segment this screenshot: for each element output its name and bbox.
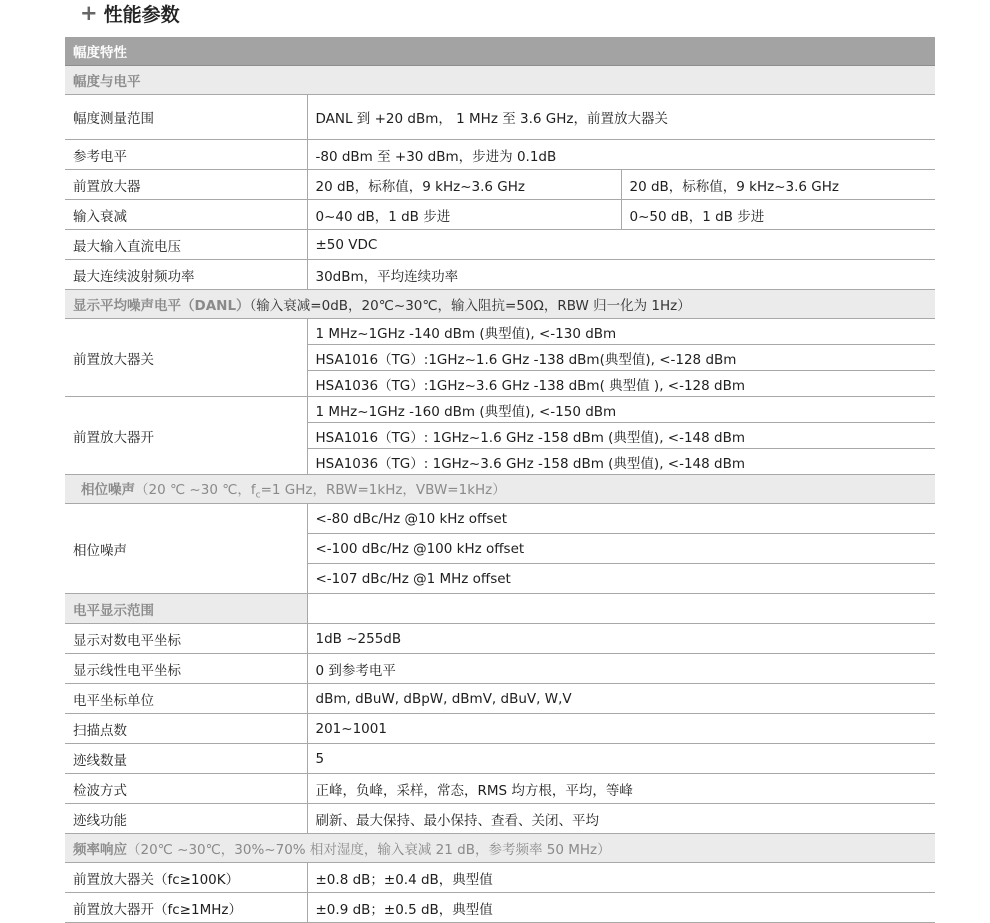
table-row <box>65 893 935 923</box>
section-heading <box>80 0 180 26</box>
row-label-points: 扫描点数 <box>65 714 307 744</box>
table-row <box>65 804 935 834</box>
spec-table <box>65 37 935 923</box>
plus-icon: + <box>80 1 98 25</box>
section-title-freq-bold: 频率响应 <box>73 842 127 858</box>
row-label-detector: 检波方式 <box>65 774 307 804</box>
row-value-ref-level: -80 dBm 至 +30 dBm，步进为 0.1dB <box>307 140 935 170</box>
row-label-log-scale: 显示对数电平坐标 <box>65 624 307 654</box>
row-value-danl-off-1: 1 MHz~1GHz -140 dBm (典型值), <-130 dBm <box>307 319 935 345</box>
row-value-phase-2: <-100 dBc/Hz @100 kHz offset <box>307 534 935 564</box>
section-title-phase-bold: 相位噪声 <box>81 481 135 498</box>
row-value-atten-b: 0~50 dB，1 dB 步进 <box>621 200 935 230</box>
row-label-danl-on: 前置放大器开 <box>65 397 307 475</box>
table-header-row <box>65 37 935 66</box>
table-row <box>65 684 935 714</box>
section-note-phase-b: =1 GHz，RBW=1kHz，VBW=1kHz） <box>260 481 506 498</box>
section-row-freq <box>65 834 935 863</box>
row-value-fr-off: ±0.8 dB；±0.4 dB，典型值 <box>307 863 935 893</box>
row-label-danl-off: 前置放大器关 <box>65 319 307 397</box>
table-row <box>65 140 935 170</box>
section-note-danl: （输入衰减=0dB，20℃~30℃，输入阻抗=50Ω，RBW 归一化为 1Hz） <box>249 298 691 314</box>
row-value-danl-off-3: HSA1036（TG）:1GHz~3.6 GHz -138 dBm( 典型值 ), <-128 dBm <box>307 371 935 397</box>
table-row <box>65 397 935 423</box>
section-row-amp-level <box>65 66 935 95</box>
row-label-preamp: 前置放大器 <box>65 170 307 200</box>
table-header: 幅度特性 <box>65 37 935 66</box>
row-value-units: dBm, dBuW, dBpW, dBmV, dBuV, W,V <box>307 684 935 714</box>
table-row <box>65 319 935 345</box>
row-label-max-cw: 最大连续波射频功率 <box>65 260 307 290</box>
section-note-phase-a: （20 ℃ ~30 ℃，f <box>135 481 256 498</box>
row-value-preamp-b: 20 dB，标称值，9 kHz~3.6 GHz <box>621 170 935 200</box>
section-title-phase <box>65 475 935 504</box>
row-value-phase-3: <-107 dBc/Hz @1 MHz offset <box>307 564 935 594</box>
row-value-danl-on-1: 1 MHz~1GHz -160 dBm (典型值), <-150 dBm <box>307 397 935 423</box>
page-title: 性能参数 <box>103 3 180 26</box>
row-value-detector: 正峰，负峰，采样，常态，RMS 均方根，平均，等峰 <box>307 774 935 804</box>
table-row <box>65 200 935 230</box>
row-label-phase: 相位噪声 <box>65 504 307 594</box>
table-row <box>65 863 935 893</box>
section-row-phase <box>65 475 935 504</box>
section-row-display-range <box>65 594 935 624</box>
table-row <box>65 230 935 260</box>
row-value-log-scale: 1dB ~255dB <box>307 624 935 654</box>
row-value-points: 201~1001 <box>307 714 935 744</box>
section-title-danl-bold: 显示平均噪声电平（DANL） <box>73 298 250 314</box>
row-value-trace-func: 刷新、最大保持、最小保持、查看、关闭、平均 <box>307 804 935 834</box>
section-empty-cell <box>307 594 935 624</box>
row-label-units: 电平坐标单位 <box>65 684 307 714</box>
row-label-atten: 输入衰减 <box>65 200 307 230</box>
row-label-lin-scale: 显示线性电平坐标 <box>65 654 307 684</box>
section-title-amp-level: 幅度与电平 <box>65 66 935 95</box>
row-value-fr-on: ±0.9 dB；±0.5 dB，典型值 <box>307 893 935 923</box>
row-label-ref-level: 参考电平 <box>65 140 307 170</box>
row-value-amp-range: DANL 到 +20 dBm， 1 MHz 至 3.6 GHz，前置放大器关 <box>307 95 935 140</box>
row-value-danl-off-2: HSA1016（TG）:1GHz~1.6 GHz -138 dBm(典型值), <-128 dBm <box>307 345 935 371</box>
table-row <box>65 624 935 654</box>
table-row <box>65 504 935 534</box>
row-value-max-dc: ±50 VDC <box>307 230 935 260</box>
section-title-freq <box>65 834 935 863</box>
row-value-lin-scale: 0 到参考电平 <box>307 654 935 684</box>
row-value-danl-on-3: HSA1036（TG）: 1GHz~3.6 GHz -158 dBm (典型值), <-148 dBm <box>307 449 935 475</box>
section-note-phase-sub: c <box>255 490 261 501</box>
section-title-display-range: 电平显示范围 <box>65 594 307 624</box>
section-row-danl <box>65 290 935 319</box>
table-row <box>65 95 935 140</box>
section-title-danl <box>65 290 935 319</box>
row-value-preamp-a: 20 dB，标称值，9 kHz~3.6 GHz <box>307 170 621 200</box>
row-value-phase-1: <-80 dBc/Hz @10 kHz offset <box>307 504 935 534</box>
table-row <box>65 714 935 744</box>
row-label-traces: 迹线数量 <box>65 744 307 774</box>
table-row <box>65 774 935 804</box>
row-label-trace-func: 迹线功能 <box>65 804 307 834</box>
table-row <box>65 260 935 290</box>
row-label-fr-on: 前置放大器开（fc≥1MHz） <box>65 893 307 923</box>
table-row <box>65 654 935 684</box>
row-value-traces: 5 <box>307 744 935 774</box>
table-row <box>65 170 935 200</box>
row-label-fr-off: 前置放大器关（fc≥100K） <box>65 863 307 893</box>
row-value-max-cw: 30dBm，平均连续功率 <box>307 260 935 290</box>
section-note-freq: （20℃ ~30℃，30%~70% 相对湿度，输入衰减 21 dB，参考频率 50 MHz） <box>127 842 611 858</box>
row-label-amp-range: 幅度测量范围 <box>65 95 307 140</box>
row-value-danl-on-2: HSA1016（TG）: 1GHz~1.6 GHz -158 dBm (典型值), <-148 dBm <box>307 423 935 449</box>
row-label-max-dc: 最大输入直流电压 <box>65 230 307 260</box>
table-row <box>65 744 935 774</box>
row-value-atten-a: 0~40 dB，1 dB 步进 <box>307 200 621 230</box>
